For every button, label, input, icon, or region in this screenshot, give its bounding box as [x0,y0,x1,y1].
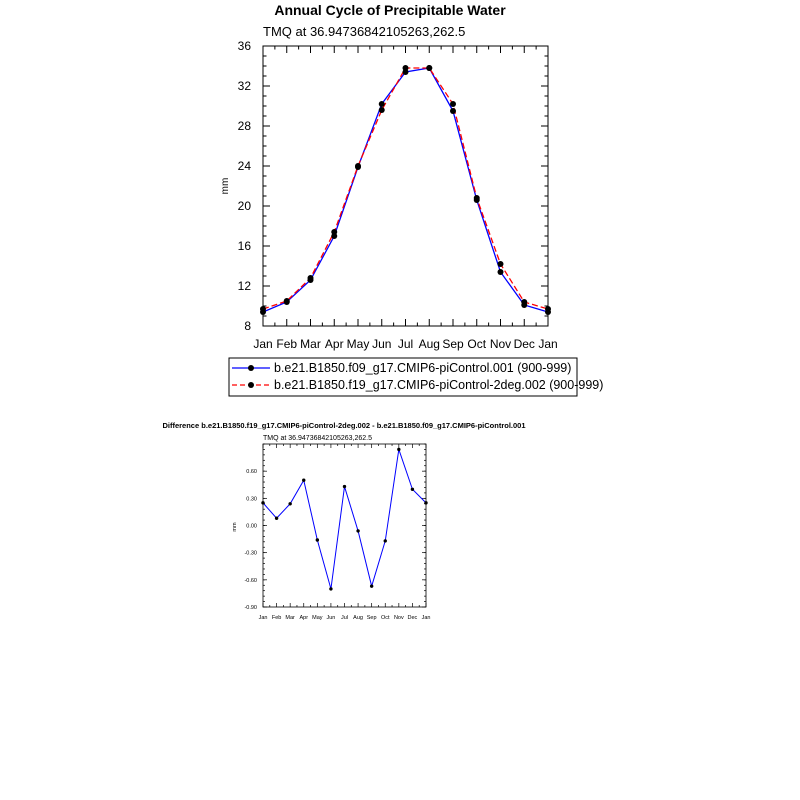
x-tick-label: Dec [407,615,418,621]
y-tick-label: 24 [237,159,251,174]
data-point-series-1 [302,479,305,482]
x-tick-label: Sep [442,337,464,351]
x-tick-label: Nov [489,337,512,351]
data-point-series-1 [275,517,278,520]
y-tick-label: 12 [237,279,251,294]
x-tick-label: Jul [397,337,414,351]
x-tick-label: Apr [299,615,309,621]
x-tick-label: Jan [421,615,431,621]
data-point-series-1 [356,529,359,532]
series-line-2 [263,68,548,309]
data-point-series-1 [397,448,400,451]
series-line-1 [263,68,548,312]
x-tick-label: Oct [467,337,487,351]
main-chart-ylabel: mm [220,177,231,195]
x-tick-label: Aug [353,615,363,621]
x-tick-label: Sep [366,615,377,621]
main-chart-subtitle: TMQ at 36.94736842105263,262.5 [263,24,466,39]
difference-chart-plot-frame [263,444,426,607]
y-tick-label: -0.90 [244,604,257,611]
y-tick-label: 8 [244,319,251,334]
x-tick-label: Jul [340,615,349,621]
data-point-series-2 [355,163,361,169]
main-chart [220,2,603,396]
data-point-series-1 [316,538,319,541]
x-tick-label: Mar [285,615,295,621]
x-tick-label: Nov [393,615,404,621]
y-tick-label: 0.60 [246,469,257,476]
data-point-series-2 [308,275,314,281]
data-point-series-1 [498,269,504,275]
data-point-series-2 [450,101,456,107]
y-tick-label: 28 [237,119,251,134]
x-tick-label: Aug [418,337,440,351]
data-point-series-2 [331,229,337,235]
legend-label-series-1: b.e21.B1850.f09_g17.CMIP6-piControl.001 (900-999) [274,361,572,375]
data-point-series-2 [284,298,290,304]
difference-chart-series-group [261,448,427,591]
main-chart-series-group [260,65,551,315]
legend-marker-series-2 [248,382,254,388]
y-tick-label: 32 [237,79,251,94]
x-tick-label: Mar [300,337,321,351]
legend-label-series-2: b.e21.B1850.f19_g17.CMIP6-piControl-2deg.002 (900-999) [274,378,604,392]
difference-chart [162,421,525,621]
main-chart-legend [229,358,603,396]
data-point-series-1 [370,584,373,587]
data-point-series-2 [521,299,527,305]
legend-marker-series-1 [248,365,254,371]
data-point-series-2 [474,195,480,201]
y-tick-label: -0.60 [244,577,257,584]
data-point-series-1 [379,101,385,107]
data-point-series-2 [498,261,504,267]
difference-chart-subtitle: TMQ at 36.94736842105263,262.5 [263,435,372,442]
main-chart-title: Annual Cycle of Precipitable Water [274,2,506,18]
data-point-series-2 [545,306,551,312]
data-point-series-1 [261,501,264,504]
y-tick-label: -0.30 [244,550,257,557]
y-tick-label: 16 [237,239,251,254]
y-tick-label: 36 [237,39,251,54]
y-tick-label: 20 [237,199,251,214]
data-point-series-1 [424,501,427,504]
data-point-series-2 [379,107,385,113]
data-point-series-1 [450,108,456,114]
x-tick-label: Dec [513,337,535,351]
x-tick-label: Jan [253,337,273,351]
x-tick-label: Jan [538,337,558,351]
difference-chart-title: Difference b.e21.B1850.f19_g17.CMIP6-piControl-2deg.002 - b.e21.B1850.f09_g17.CMIP6-piControl.001 [162,421,526,430]
y-tick-label: 0.30 [246,496,257,503]
data-point-series-1 [411,488,414,491]
x-tick-label: Jan [258,615,268,621]
x-tick-label: Jun [326,615,336,621]
difference-chart-axes [244,444,430,621]
x-tick-label: Apr [324,337,344,351]
x-tick-label: May [312,615,323,621]
x-tick-label: Oct [380,615,390,621]
y-tick-label: 0.00 [246,523,257,530]
series-line-1 [263,449,426,588]
data-point-series-1 [384,539,387,542]
x-tick-label: May [346,337,370,351]
data-point-series-2 [426,65,432,71]
data-point-series-2 [403,65,409,71]
data-point-series-1 [343,485,346,488]
x-tick-label: Feb [276,337,298,351]
data-point-series-2 [260,306,266,312]
difference-chart-ylabel: mm [232,522,238,532]
x-tick-label: Jun [372,337,392,351]
data-point-series-1 [288,502,291,505]
data-point-series-1 [329,587,332,590]
x-tick-label: Feb [271,615,282,621]
